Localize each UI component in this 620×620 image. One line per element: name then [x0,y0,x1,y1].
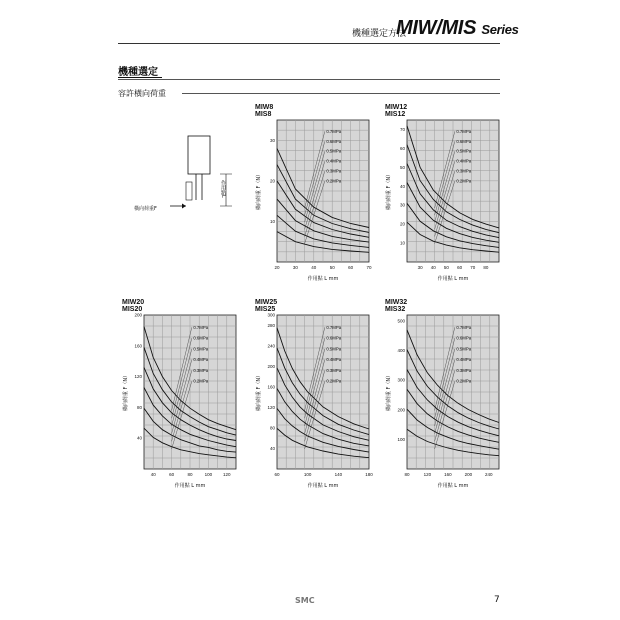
smc-logo: SMC [295,596,315,605]
y-tick-label: 400 [397,348,405,354]
x-tick-label: 200 [464,472,473,477]
x-tick-label: 120 [223,472,231,477]
x-tick-label: 60 [348,265,354,270]
y-tick-label: 500 [397,318,405,324]
chart-title [255,104,273,118]
chart-title-line2: MIS8 [255,111,272,118]
series-label: 0.4MPa [326,357,342,363]
cylinder-body [188,136,210,174]
chart-title [385,104,407,118]
series-label: 0.5MPa [456,148,472,154]
x-tick-label: 40 [430,265,436,270]
x-axis-label: 作用點 L mm [437,483,469,489]
y-tick-label: 30 [269,137,275,143]
series-label: 0.3MPa [193,367,209,373]
x-tick-label: 100 [204,472,213,477]
section-subtitle: 容許橫向荷重 [118,89,166,98]
series-label: 0.3MPa [456,168,472,174]
y-tick-label: 40 [399,183,405,189]
chart-title [255,299,277,313]
series-label: 0.4MPa [456,158,472,164]
series-label: 0.2MPa [326,378,342,384]
rod-bracket [186,182,192,200]
y-tick-label: 10 [399,240,405,246]
series-label: 0.6MPa [326,138,342,144]
chart-svg [385,118,503,286]
series-label: 0.3MPa [326,168,342,174]
y-tick-label: 200 [397,407,405,413]
y-tick-label: 300 [267,313,275,318]
series-label: 0.2MPa [456,178,472,184]
header-title [396,17,519,40]
chart-title-line1: MIW20 [122,299,145,306]
y-tick-label: 30 [399,202,405,208]
y-axis-label: 橫向荷重 F（N） [386,372,392,412]
chart-title-line1: MIW25 [255,299,278,306]
series-label: 0.6MPa [456,138,472,144]
x-tick-label: 100 [303,472,312,477]
series-label: 0.2MPa [193,378,209,384]
diagram-load-label: 橫向荷重F [134,206,157,212]
x-tick-label: 70 [366,265,372,270]
series-label: 0.5MPa [456,346,472,352]
chart-title-line1: MIW12 [385,104,408,111]
x-tick-label: 60 [169,472,175,477]
chart-svg [385,313,503,493]
y-tick-label: 160 [134,343,142,349]
series-label: 0.7MPa [326,324,342,330]
x-tick-label: 70 [470,265,476,270]
y-tick-label: 40 [269,445,275,451]
subtitle-rule [182,93,500,94]
y-tick-label: 100 [397,436,405,442]
y-tick-label: 80 [269,425,275,431]
x-axis-label: 作用點 L mm [437,276,469,282]
section-rule [118,79,500,80]
diagram-length-label: 作用點L [220,180,226,198]
series-label: 0.4MPa [456,357,472,363]
series-label: 0.4MPa [193,357,209,363]
x-tick-label: 80 [404,472,410,477]
chart-title-line2: MIS20 [122,306,143,313]
series-label: 0.5MPa [193,346,209,352]
series-label: 0.4MPa [326,158,342,164]
series-label: 0.6MPa [456,335,472,341]
chart-title-line2: MIS32 [385,306,406,313]
x-tick-label: 140 [334,472,343,477]
load-arrow-head [182,204,186,209]
chart-title-line2: MIS12 [385,111,406,118]
series-label: 0.6MPa [326,335,342,341]
chart-title [385,299,407,313]
x-tick-label: 240 [485,472,493,477]
header-series-text: Series [481,22,519,37]
chart-title-line2: MIS25 [255,306,276,313]
y-tick-label: 20 [399,221,405,227]
x-axis-label: 作用點 L mm [307,276,339,282]
y-tick-label: 240 [267,343,275,349]
y-tick-label: 60 [399,145,405,151]
series-label: 0.7MPa [326,128,342,134]
x-tick-label: 40 [150,472,156,477]
y-tick-label: 10 [269,218,275,224]
series-label: 0.7MPa [456,128,472,134]
header-rule [118,43,500,44]
y-tick-label: 70 [399,126,405,132]
y-tick-label: 300 [397,377,405,383]
chart-svg [122,313,240,493]
x-tick-label: 60 [274,472,280,477]
chart-title-line1: MIW32 [385,299,408,306]
y-axis-label: 橫向荷重 F（N） [256,171,262,211]
x-tick-label: 50 [329,265,335,270]
x-tick-label: 30 [417,265,423,270]
chart-svg [255,118,373,286]
chart-svg [255,313,373,493]
x-tick-label: 50 [443,265,449,270]
x-tick-label: 180 [365,472,373,477]
y-tick-label: 200 [267,363,275,369]
y-tick-label: 120 [267,404,275,410]
header-title-text: MIW/MIS [396,17,477,39]
y-axis-label: 橫向荷重 F（N） [123,372,129,412]
x-tick-label: 80 [483,265,489,270]
header-subtitle: 機種選定方法 [352,29,407,39]
y-axis-label: 橫向荷重 F（N） [256,372,262,412]
cylinder-diagram [134,130,250,224]
series-label: 0.2MPa [326,178,342,184]
x-tick-label: 20 [274,265,280,270]
x-axis-label: 作用點 L mm [307,483,339,489]
series-label: 0.3MPa [456,367,472,373]
x-axis-label: 作用點 L mm [174,483,206,489]
section-title: 機種選定 [118,67,158,78]
x-tick-label: 120 [423,472,432,477]
x-tick-label: 30 [292,265,298,270]
y-tick-label: 50 [399,164,405,170]
series-label: 0.6MPa [193,335,209,341]
y-tick-label: 80 [136,404,142,410]
chart-title-line1: MIW8 [255,104,274,111]
y-tick-label: 40 [136,435,142,441]
x-tick-label: 160 [444,472,452,477]
x-tick-label: 40 [311,265,317,270]
y-tick-label: 200 [134,313,142,318]
series-label: 0.3MPa [326,367,342,373]
page-number: 7 [494,595,500,605]
y-tick-label: 120 [134,374,142,380]
section-title-underline [118,77,162,78]
series-label: 0.5MPa [326,346,342,352]
y-tick-label: 20 [269,178,275,184]
series-label: 0.2MPa [456,378,472,384]
x-tick-label: 80 [187,472,193,477]
y-tick-label: 280 [267,322,275,328]
y-axis-label: 橫向荷重 F（N） [386,171,392,211]
chart-title [122,299,144,313]
y-tick-label: 160 [267,384,275,390]
series-label: 0.7MPa [193,324,209,330]
series-label: 0.5MPa [326,148,342,154]
series-label: 0.7MPa [456,324,472,330]
x-tick-label: 60 [457,265,463,270]
